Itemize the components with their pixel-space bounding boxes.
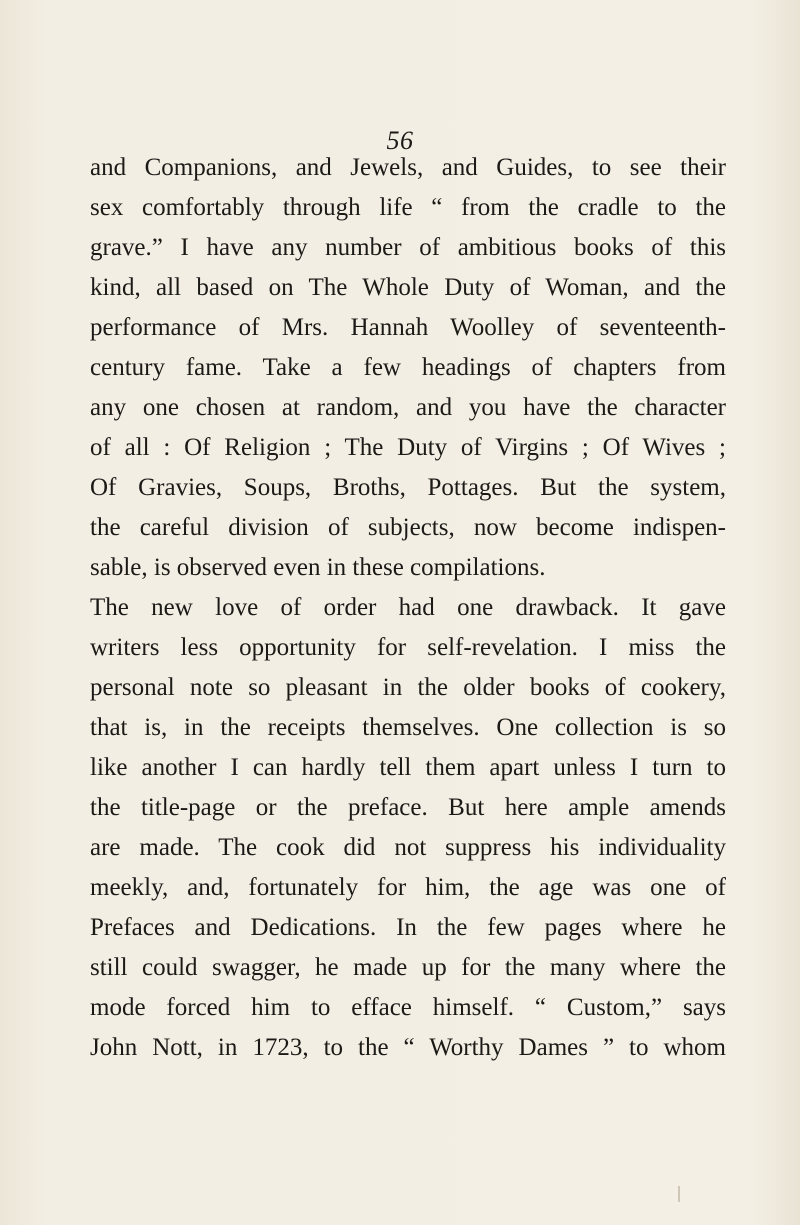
text-line: kind, all based on The Whole Duty of Woman, and the	[90, 274, 726, 301]
text-line: grave.” I have any number of ambitious books of this	[90, 234, 726, 261]
text-line: of all : Of Religion ; The Duty of Virgins ; Of Wives ;	[90, 434, 726, 461]
text-line: meekly, and, fortunately for him, the age was one of	[90, 874, 726, 901]
text-line: personal note so pleasant in the older books of cookery,	[90, 674, 726, 701]
text-line: century fame. Take a few headings of chapters from	[90, 354, 726, 381]
text-line: are made. The cook did not suppress his individuality	[90, 834, 726, 861]
text-line: any one chosen at random, and you have the character	[90, 394, 726, 421]
text-line: that is, in the receipts themselves. One collection is so	[90, 714, 726, 741]
text-line: and Companions, and Jewels, and Guides, to see their	[90, 154, 726, 181]
text-line: John Nott, in 1723, to the “ Worthy Dames ” to whom	[90, 1034, 726, 1061]
text-line: still could swagger, he made up for the many where the	[90, 954, 726, 981]
page-number: 56	[386, 126, 414, 155]
body-text	[90, 148, 726, 1068]
text-line: the careful division of subjects, now become indispen-	[90, 514, 726, 541]
text-line: The new love of order had one drawback. It gave	[90, 594, 726, 621]
text-line: Of Gravies, Soups, Broths, Pottages. But the system,	[90, 474, 726, 501]
text-line: writers less opportunity for self-revelation. I miss the	[90, 634, 726, 661]
text-line: sable, is observed even in these compilations.	[90, 554, 546, 581]
text-line: mode forced him to efface himself. “ Custom,” says	[90, 994, 726, 1021]
text-line: the title-page or the preface. But here ample amends	[90, 794, 726, 821]
text-line: like another I can hardly tell them apart unless I turn to	[90, 754, 726, 781]
text-line: sex comfortably through life “ from the cradle to the	[90, 194, 726, 221]
page-blemish	[678, 1186, 680, 1202]
text-line: Prefaces and Dedications. In the few pages where he	[90, 914, 726, 941]
text-line: performance of Mrs. Hannah Woolley of seventeenth-	[90, 314, 726, 341]
